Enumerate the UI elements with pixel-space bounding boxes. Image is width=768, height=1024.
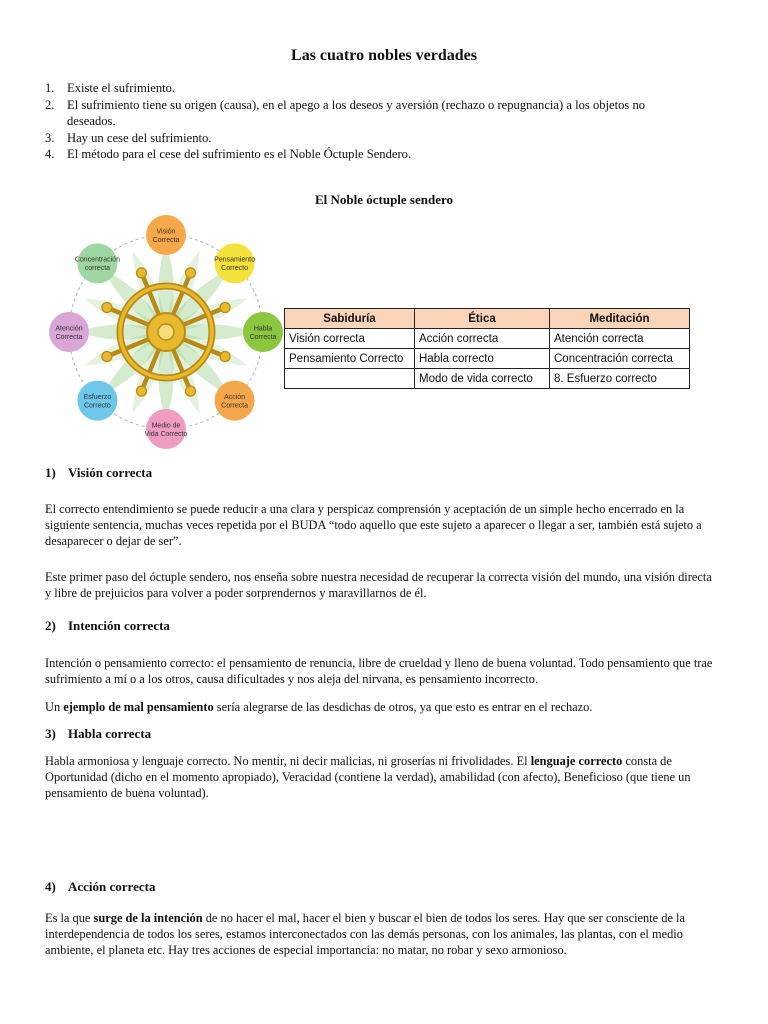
list-item <box>45 97 695 130</box>
list-number: 2. <box>45 97 55 112</box>
node-label: Medio de <box>151 422 181 430</box>
table-cell: Acción correcta <box>415 329 550 349</box>
list-item <box>45 80 695 97</box>
node-label: Esfuerzo <box>83 393 112 401</box>
text-run: Un <box>45 700 64 714</box>
section-subtitle: El Noble óctuple sendero <box>314 192 454 207</box>
section-title: Visión correcta <box>68 465 153 480</box>
node-label: Correcta <box>221 402 249 410</box>
table-cell: Pensamiento Correcto <box>285 349 415 369</box>
node-label: Correcto <box>83 402 111 410</box>
list-text: El método para el cese del sufrimiento es el Noble Óctuple Sendero. <box>67 147 412 161</box>
node-label: Pensamiento <box>214 256 256 264</box>
node-label: Correcta <box>249 333 277 341</box>
table-header: Ética <box>415 309 550 329</box>
section-heading-intention <box>45 618 170 634</box>
section-heading-action <box>45 879 155 895</box>
list-number: 1. <box>45 81 55 95</box>
truths-list <box>45 80 695 163</box>
text-run: Habla armoniosa y lenguaje correcto. No mentir, ni decir malicias, ni groserías ni frivolidades. El <box>45 754 531 768</box>
node-label: Concentración <box>74 256 120 264</box>
paragraph <box>45 910 717 958</box>
list-text: Hay un cese del sufrimiento. <box>67 130 212 145</box>
table-cell: Modo de vida correcto <box>415 369 550 389</box>
list-number: 4. <box>45 147 55 161</box>
path-node <box>243 312 283 352</box>
bold-text: lenguaje correcto <box>530 754 623 768</box>
spoke-knob <box>137 268 147 278</box>
spoke-knob <box>137 386 147 396</box>
table-row <box>285 329 690 349</box>
bold-text: ejemplo de mal pensamiento <box>63 700 214 714</box>
node-label: correcta <box>84 265 111 273</box>
section-number: 2) <box>45 618 56 633</box>
node-label: Acción <box>224 393 246 401</box>
section-number: 1) <box>45 465 56 480</box>
table-header: Meditación <box>550 309 690 329</box>
table-cell: Concentración correcta <box>550 349 690 369</box>
table-header-row <box>285 309 690 329</box>
paragraph: Intención o pensamiento correcto: el pensamiento de renuncia, libre de crueldad y lleno de buena voluntad. Todo pensamiento que trae sufrimiento a mí o a los otros, causa dificultades y nos aleja del nirvana, es pensamiento incorrecto. <box>45 656 713 686</box>
list-number: 3. <box>45 130 55 145</box>
spoke-knob <box>102 351 112 361</box>
page-title: Las cuatro nobles verdades <box>291 47 477 64</box>
node-label: Habla <box>253 325 273 333</box>
list-text: El sufrimiento tiene su origen (causa), en el apego a los deseos y aversión (rechazo o repugnancia) a los objetos no deseados. <box>67 97 646 128</box>
spoke-knob <box>102 303 112 313</box>
dharma-wheel-diagram <box>40 210 295 460</box>
table-cell <box>285 369 415 389</box>
spoke-knob <box>185 268 195 278</box>
section-heading-speech <box>45 726 151 742</box>
table-row <box>285 369 690 389</box>
text-run: de no hacer el mal, hacer el bien y buscar el bien de todos los seres. Hay que ser consciente de la interdependencia de todos los seres, estamos interconectados con las demás personas, con los animales, las plantas, con el medio ambiente, el planeta etc. Hay tres acciones de especial importancia: no matar, no robar y sexo armonioso. <box>45 911 685 957</box>
path-table <box>284 308 690 389</box>
path-node <box>146 215 186 255</box>
spoke-knob <box>220 303 230 313</box>
list-item <box>45 146 695 163</box>
section-title: Acción correcta <box>68 879 156 894</box>
section-heading-vision <box>45 465 152 481</box>
node-label: Vida Correcto <box>144 430 188 438</box>
node-label: Correcto <box>221 265 249 273</box>
table-header: Sabiduría <box>285 309 415 329</box>
spoke-knob <box>185 386 195 396</box>
table-row <box>285 349 690 369</box>
table-cell: 8. Esfuerzo correcto <box>550 369 690 389</box>
node-label: Correcta <box>55 333 83 341</box>
paragraph <box>45 753 717 801</box>
text-run: consta de Oportunidad (dicho en el momento apropiado), Veracidad (contiene la verdad), amabilidad (con afecto), Beneficioso (que tiene un pensamiento de buena voluntad). <box>45 754 691 800</box>
node-label: Correcta <box>152 236 180 244</box>
node-label: Atención <box>55 325 83 333</box>
spoke-knob <box>220 351 230 361</box>
list-item <box>45 130 695 147</box>
path-node <box>77 381 117 421</box>
paragraph <box>45 699 717 715</box>
table-cell: Visión correcta <box>285 329 415 349</box>
path-node <box>49 312 89 352</box>
paragraph: El correcto entendimiento se puede reducir a una clara y perspicaz comprensión y aceptación de un simple hecho encerrado en la siguiente sentencia, muchas veces repetida por el BUDA “todo aquello que este sujeto a aparecer o llegar a ser, también está sujeto a desaparecer o dejar de ser”. <box>45 502 702 548</box>
table-cell: Atención correcta <box>550 329 690 349</box>
text-run: Es la que <box>45 911 94 925</box>
section-number: 3) <box>45 726 56 741</box>
table-cell: Habla correcto <box>415 349 550 369</box>
text-run: sería alegrarse de las desdichas de otros, ya que esto es entrar en el rechazo. <box>213 700 593 714</box>
paragraph: Este primer paso del óctuple sendero, nos enseña sobre nuestra necesidad de recuperar la correcta visión del mundo, una visión directa y libre de prejuicios para volver a poder sorprendernos y maravillarnos de él. <box>45 570 712 600</box>
section-title: Intención correcta <box>68 618 170 633</box>
path-node <box>145 409 188 449</box>
bold-text: surge de la intención <box>93 911 203 925</box>
path-node <box>215 381 255 421</box>
list-text: Existe el sufrimiento. <box>67 81 176 95</box>
node-label: Visión <box>156 228 176 236</box>
section-number: 4) <box>45 879 56 894</box>
section-title: Habla correcta <box>68 726 152 741</box>
wheel-hub-center <box>158 324 174 340</box>
